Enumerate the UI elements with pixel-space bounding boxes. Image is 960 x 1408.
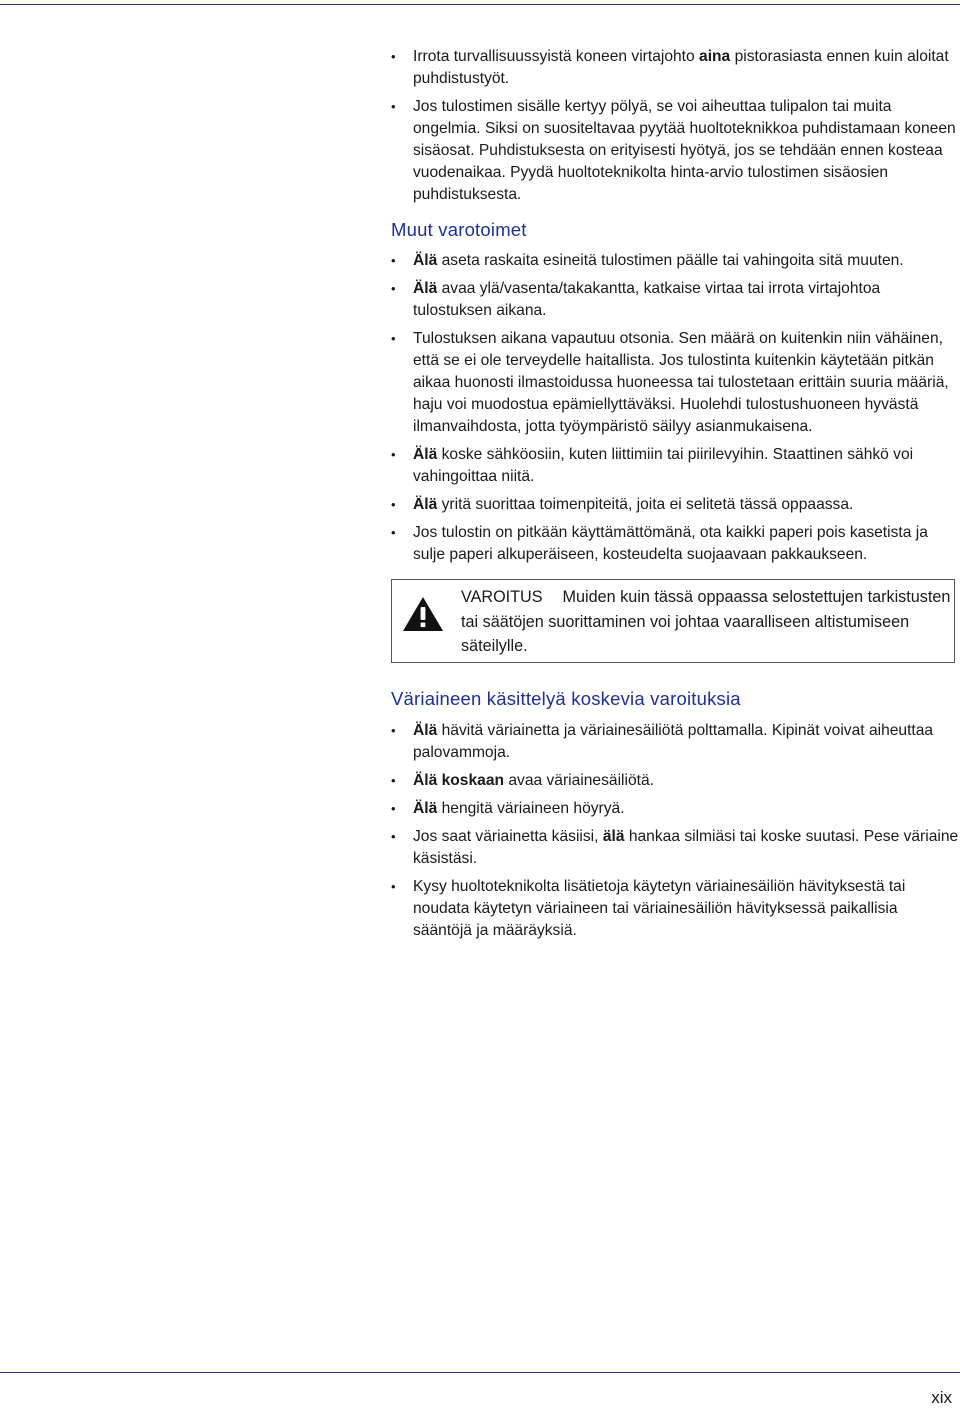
warning-text <box>461 585 951 659</box>
cleaning-list <box>391 46 959 206</box>
item-text: hankaa silmiäsi tai koske suutasi. Pese väriaine käsistäsi. <box>413 828 959 867</box>
list-item <box>391 444 959 488</box>
list-item <box>391 798 959 820</box>
bullet-icon: • <box>391 829 396 844</box>
item-text: Kysy huoltoteknikolta lisätietoja käytetyn väriainesäiliön hävityksestä tai noudata käytetyn väriaineen tai väriainesäiliön hävityksessä paikallisia sääntöjä ja määräyksiä. <box>413 878 906 939</box>
item-text: Jos saat väriainetta käsiisi, <box>413 828 603 845</box>
bullet-icon: • <box>391 281 396 296</box>
emphasis-text: älä <box>602 828 625 845</box>
list-item <box>391 328 959 438</box>
item-text: Jos tulostin on pitkään käyttämättömänä, ota kaikki paperi pois kasetista ja sulje paperi alkuperäiseen, kosteudelta suojaavaan pakkaukseen. <box>413 524 928 563</box>
emphasis-text: aina <box>699 48 731 65</box>
bullet-icon: • <box>391 49 396 64</box>
section-title-toner-warnings: Väriaineen käsittelyä koskevia varoituksia <box>391 688 741 709</box>
warning-message: Muiden kuin tässä oppaassa selostettujen tarkistusten tai säätöjen suorittaminen voi johtaa vaaralliseen altistumiseen säteilylle. <box>461 588 951 655</box>
item-text: pistorasiasta ennen kuin aloitat puhdistustyöt. <box>413 48 949 87</box>
emphasis-text: Älä <box>413 280 438 297</box>
bullet-icon: • <box>391 447 396 462</box>
bullet-icon: • <box>391 879 396 894</box>
list-item <box>391 46 959 90</box>
section-title-other-precautions: Muut varotoimet <box>391 219 527 240</box>
item-text: koske sähköosiin, kuten liittimiin tai piirilevyihin. Staattinen sähkö voi vahingoittaa niitä. <box>413 446 914 485</box>
bottom-rule <box>0 1372 960 1373</box>
emphasis-text: Älä <box>413 800 438 817</box>
list-item <box>391 96 959 206</box>
item-text: hengitä väriaineen höyryä. <box>437 800 625 817</box>
list-item <box>391 876 959 942</box>
top-rule <box>0 4 960 5</box>
item-text: avaa ylä/vasenta/takakantta, katkaise virtaa tai irrota virtajohtoa tulostuksen aikana. <box>413 280 881 319</box>
item-text: yritä suorittaa toimenpiteitä, joita ei selitetä tässä oppaassa. <box>437 496 854 513</box>
item-text: hävitä väriainetta ja väriainesäiliötä polttamalla. Kipinät voivat aiheuttaa palovammoja. <box>413 722 934 761</box>
warning-box <box>391 579 955 663</box>
warning-triangle-icon <box>402 596 444 632</box>
emphasis-text: Älä koskaan <box>413 772 505 789</box>
warning-label: VAROITUS <box>461 588 543 606</box>
item-text: Irrota turvallisuussyistä koneen virtajohto <box>413 48 700 65</box>
bullet-icon: • <box>391 723 396 738</box>
toner-warnings-list <box>391 720 959 942</box>
bullet-icon: • <box>391 773 396 788</box>
page-content <box>391 46 959 948</box>
list-item <box>391 720 959 764</box>
item-text: Jos tulostimen sisälle kertyy pölyä, se voi aiheuttaa tulipalon tai muita ongelmia. Siksi on suositeltavaa pyytää huoltoteknikkoa puhdistamaan koneen sisäosat. Puhdistuksesta on erityisesti hyötyä, jos se tehdään ennen kosteaa vuodenaikaa. Pyydä huoltoteknikolta hinta-arvio tulostimen sisäosien puhdistuksesta. <box>413 98 956 203</box>
list-item <box>391 522 959 566</box>
emphasis-text: Älä <box>413 722 438 739</box>
bullet-icon: • <box>391 801 396 816</box>
emphasis-text: Älä <box>413 252 438 269</box>
bullet-icon: • <box>391 253 396 268</box>
list-item <box>391 494 959 516</box>
emphasis-text: Älä <box>413 446 438 463</box>
bullet-icon: • <box>391 331 396 346</box>
list-item <box>391 250 959 272</box>
list-item <box>391 770 959 792</box>
bullet-icon: • <box>391 497 396 512</box>
item-text: aseta raskaita esineitä tulostimen päälle tai vahingoita sitä muuten. <box>437 252 904 269</box>
item-text: Tulostuksen aikana vapautuu otsonia. Sen määrä on kuitenkin niin vähäinen, että se ei ole terveydelle haitallista. Jos tulostinta kuitenkin käytetään pitkän aikaa huonosti ilmastoidussa huoneessa tai tulostetaan erittäin suuria määriä, haju voi muodostua epämiellyttäväksi. Huolehdi tulostushuoneen hyvästä ilmanvaihdosta, jotta työympäristö säilyy asianmukaisena. <box>413 330 949 435</box>
page-number: xix <box>931 1388 952 1407</box>
bullet-icon: • <box>391 99 396 114</box>
bullet-icon: • <box>391 525 396 540</box>
other-precautions-list <box>391 250 959 566</box>
item-text: avaa väriainesäiliötä. <box>504 772 654 789</box>
list-item <box>391 278 959 322</box>
list-item <box>391 826 959 870</box>
emphasis-text: Älä <box>413 496 438 513</box>
